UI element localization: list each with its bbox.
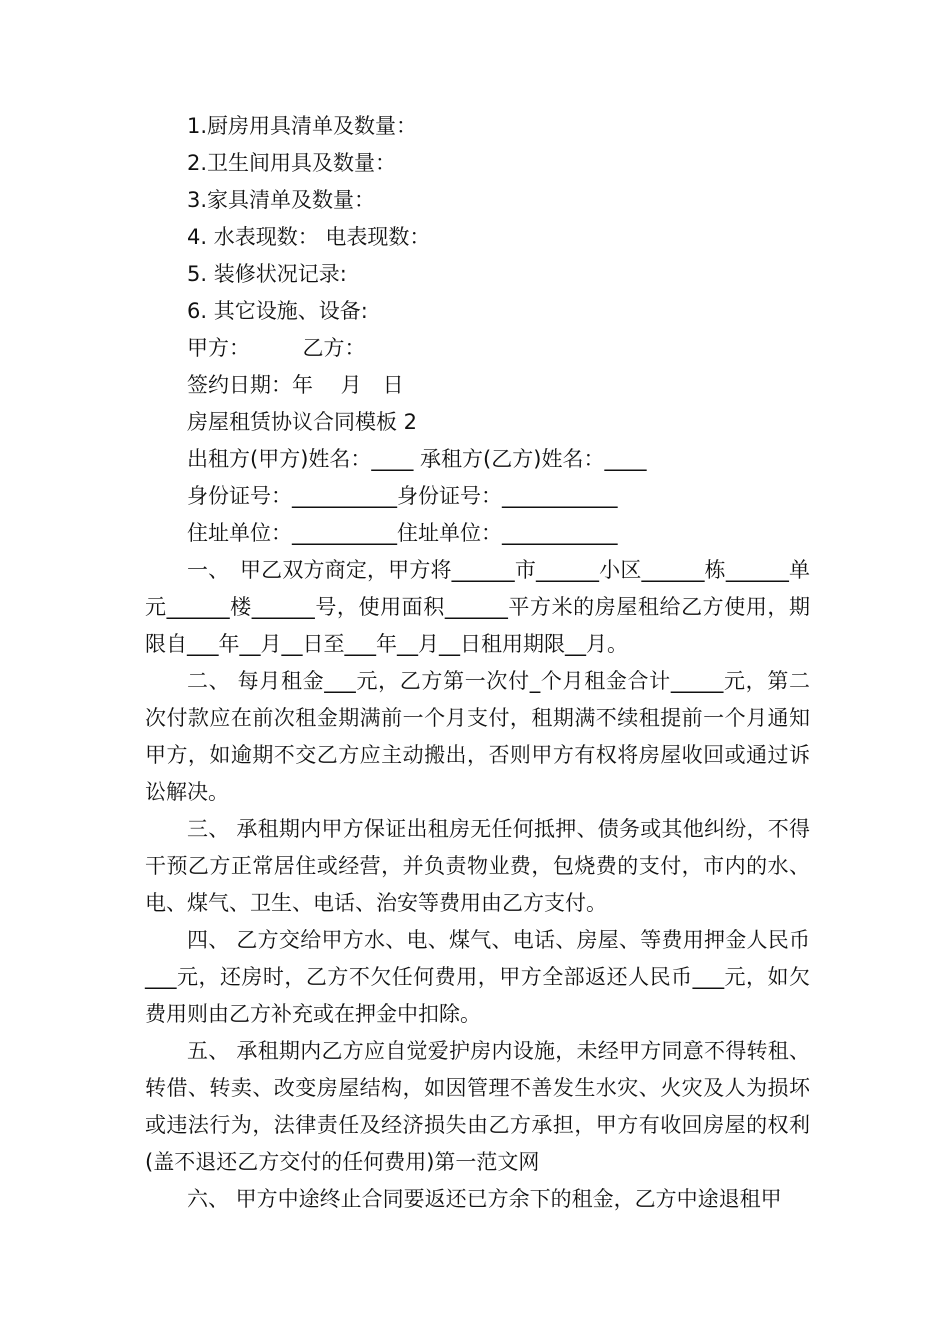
clause-5: 五、 承租期内乙方应自觉爱护房内设施，未经甲方同意不得转租、转借、转卖、改变房屋结构，如因管理不善发生水灾、火灾及人为损坏或违法行为，法律责任及经济损失由乙方承担，甲方有收回房屋的权利(盖不退还乙方交付的任何费用)第一范文网 (145, 1039, 810, 1174)
list-item-furniture: 3.家具清单及数量： (187, 188, 376, 212)
clause-1: 一、 甲乙双方商定，甲方将______市______小区______栋______单元______楼______号，使用面积______平方米的房屋租给乙方使用，期限自___年__月__日至___年__月__日租用期限__月。 (145, 558, 810, 656)
signing-date: 签约日期：年 月 日 (187, 373, 404, 397)
list-item-other-facilities: 6. 其它设施、设备: (187, 299, 368, 323)
id-numbers: 身份证号：__________身份证号：___________ (187, 484, 618, 508)
clause-4: 四、 乙方交给甲方水、电、煤气、电话、房屋、等费用押金人民币___元，还房时，乙方不欠任何费用，甲方全部返还人民币___元，如欠费用则由乙方补充或在押金中扣除。 (145, 928, 810, 1026)
list-item-decoration: 5. 装修状况记录: (187, 262, 347, 286)
list-item-meters: 4. 水表现数： 电表现数： (187, 225, 431, 249)
section-title: 房屋租赁协议合同模板 2 (187, 410, 418, 434)
signature-parties: 甲方： 乙方： (187, 336, 366, 360)
list-item-bathroom: 2.卫生间用具及数量： (187, 151, 397, 175)
addresses: 住址单位：__________住址单位：___________ (187, 521, 618, 545)
clause-2: 二、 每月租金___元，乙方第一次付_个月租金合计_____元，第二次付款应在前次租金期满前一个月支付，租期满不续租提前一个月通知甲方，如逾期不交乙方应主动搬出，否则甲方有权将房屋收回或通过诉讼解决。 (145, 669, 810, 804)
party-names: 出租方(甲方)姓名：____ 承租方(乙方)姓名：____ (187, 447, 647, 471)
document-body (145, 108, 810, 1218)
clause-3: 三、 承租期内甲方保证出租房无任何抵押、债务或其他纠纷，不得干预乙方正常居住或经营，并负责物业费，包烧费的支付，市内的水、电、煤气、卫生、电话、治安等费用由乙方支付。 (145, 817, 810, 915)
clause-6: 六、 甲方中途终止合同要返还已方余下的租金，乙方中途退租甲 (187, 1187, 782, 1211)
list-item-kitchen: 1.厨房用具清单及数量： (187, 114, 418, 138)
